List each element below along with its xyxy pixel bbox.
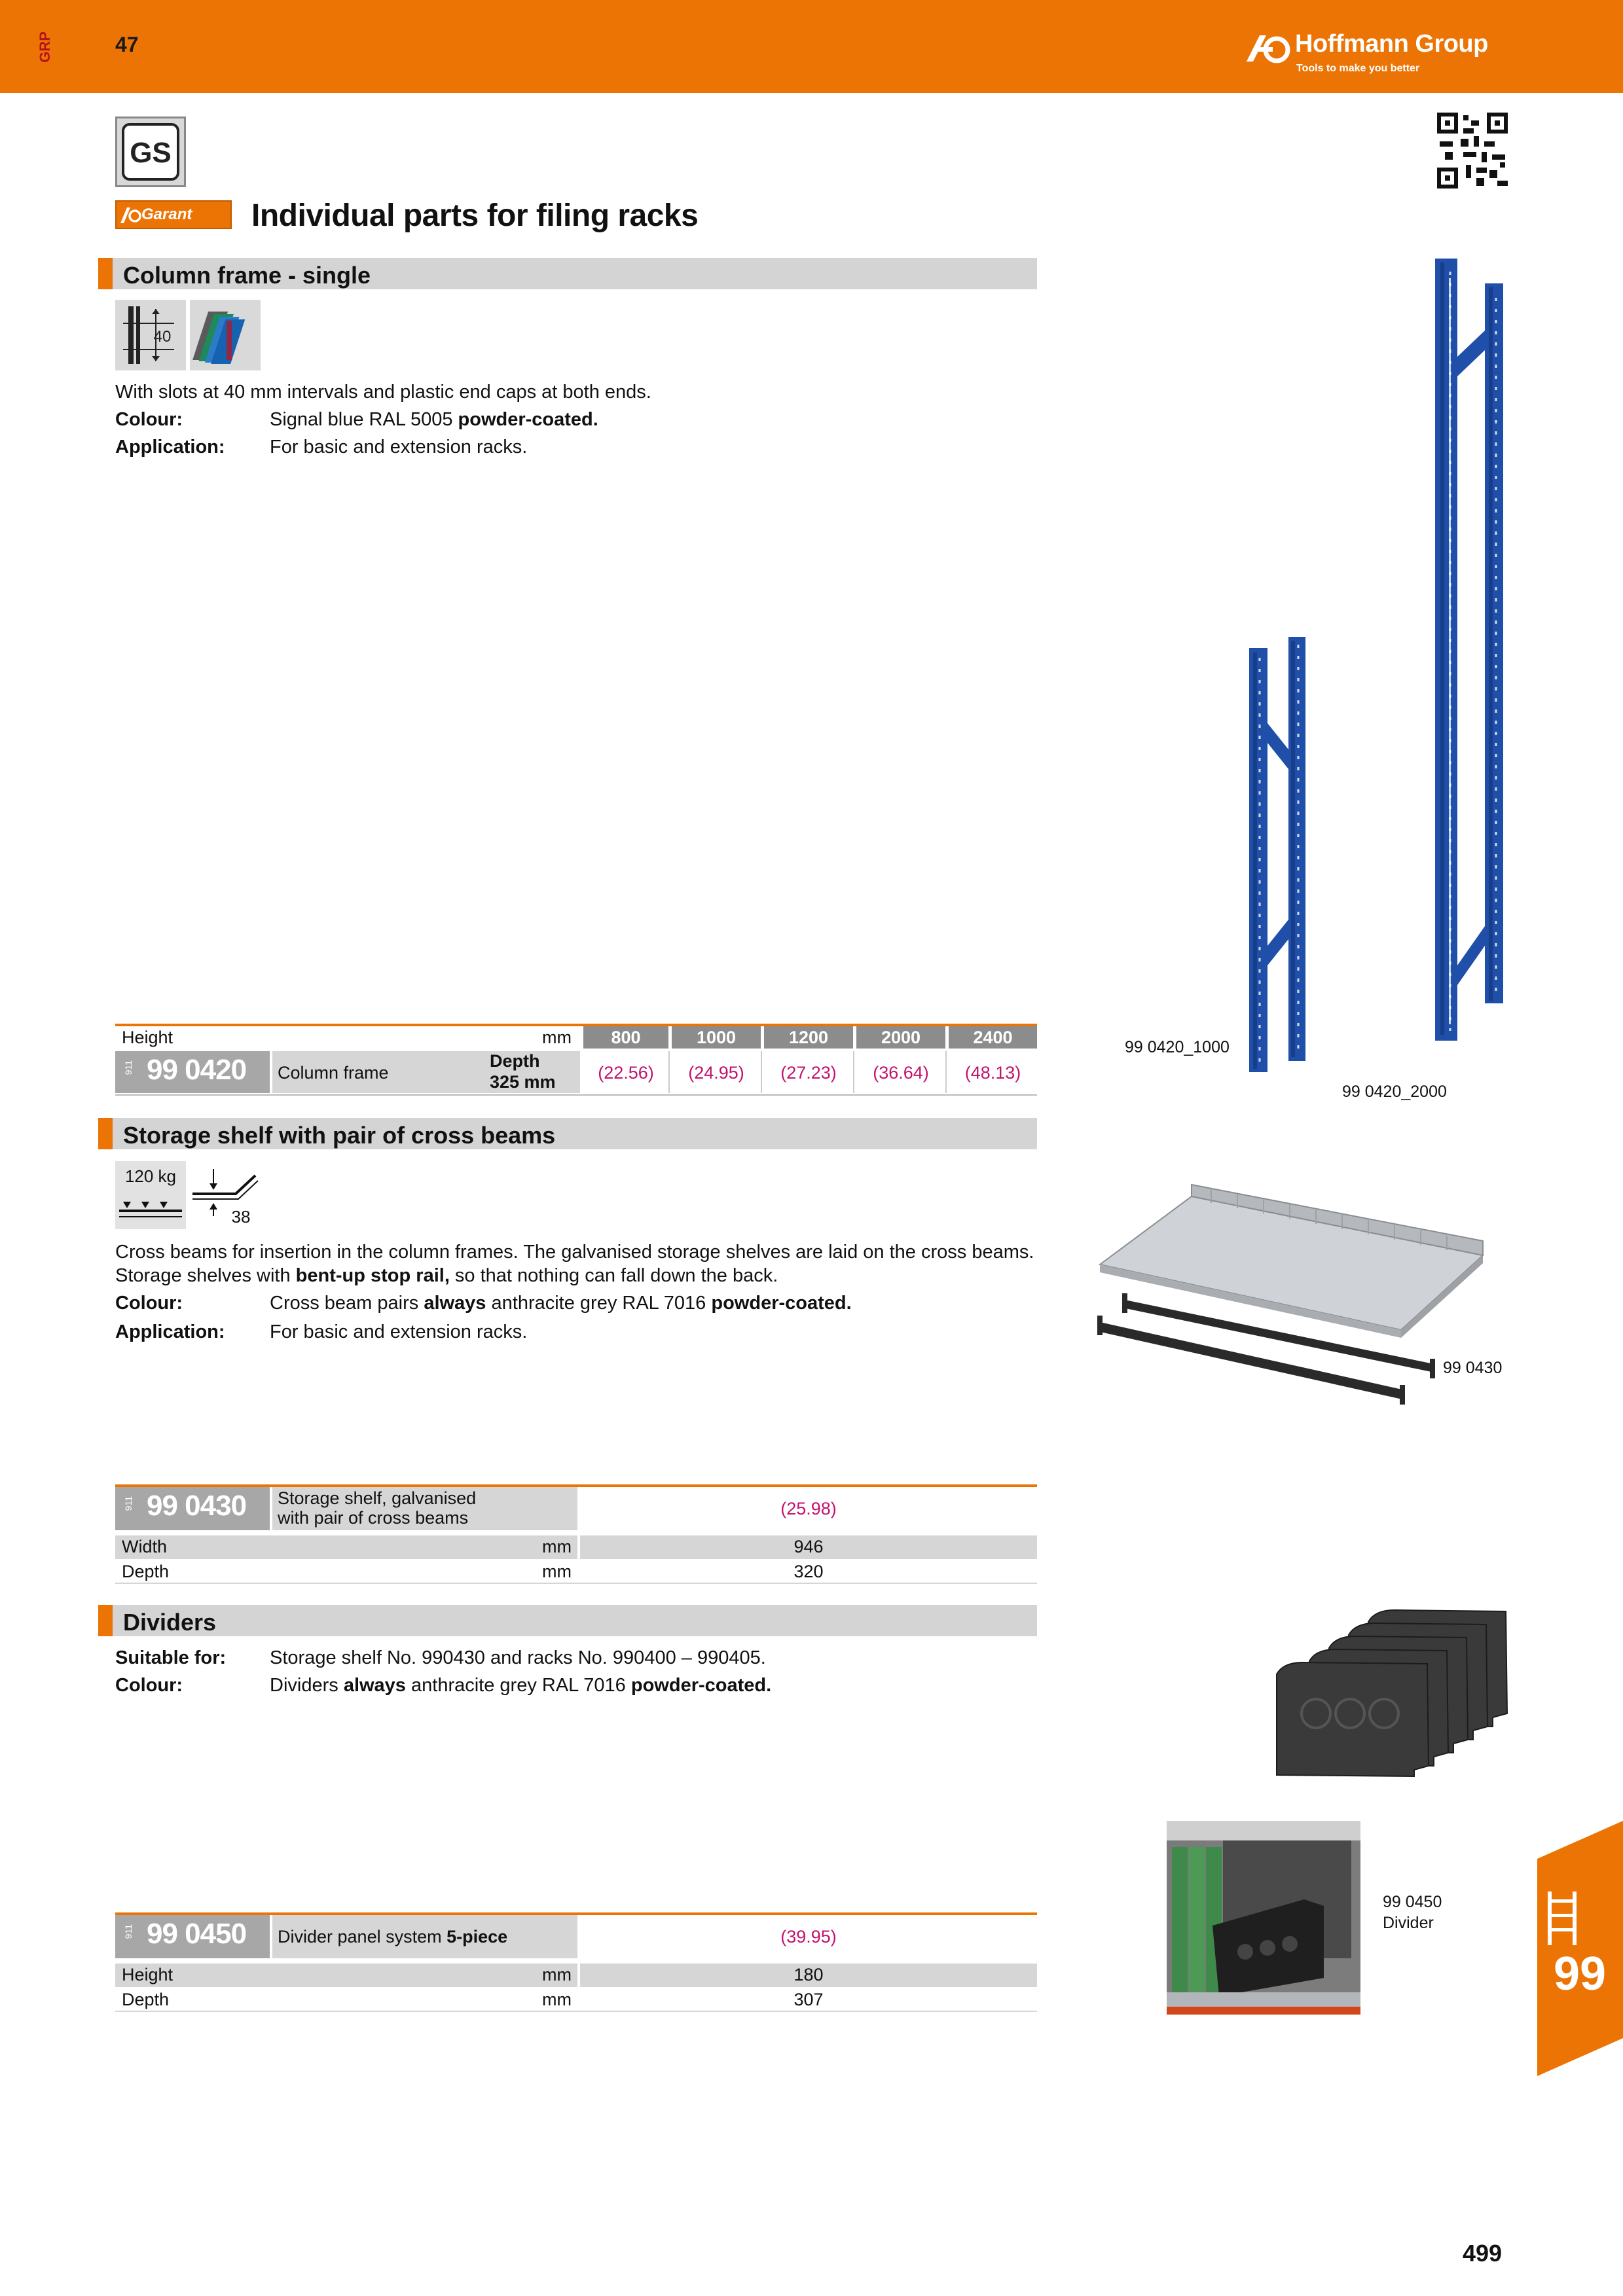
spec-value: 320 (793, 1562, 824, 1581)
brand-name: Hoffmann Group (1295, 30, 1488, 58)
article-number: 99 0450 (147, 1918, 247, 1950)
article-number-box[interactable]: 911 99 0430 (115, 1487, 270, 1530)
column-frame-illustration (1231, 252, 1519, 1083)
svg-text:GS: GS (130, 137, 172, 169)
slot-spacing-icon (115, 300, 186, 370)
brand-logo[interactable] (1244, 27, 1519, 80)
section-marker (98, 1605, 113, 1636)
spec-label: Depth (122, 1990, 170, 2009)
price-cell[interactable]: (27.23) (780, 1063, 837, 1083)
article-number-box[interactable]: 911 99 0450 (115, 1915, 270, 1958)
price-cell[interactable]: (48.13) (964, 1063, 1021, 1083)
spec-unit: mm (542, 1965, 572, 1984)
svg-text:99: 99 (1553, 1948, 1607, 2000)
height-column-header: 2000 (856, 1026, 945, 1049)
image-caption: 99 0450 (1383, 1893, 1442, 1911)
colour-value: Dividers always anthracite grey RAL 7016 powder-coated. (270, 1675, 772, 1696)
application-value: For basic and extension racks. (270, 437, 528, 457)
stop-rail-icon (190, 1161, 261, 1229)
article-number-box[interactable]: 911 99 0420 (115, 1051, 270, 1093)
section-heading-column-frame (98, 258, 1037, 289)
unit-label: mm (542, 1028, 572, 1047)
gs-certification-badge (115, 117, 186, 187)
gs-seal-icon (120, 122, 181, 182)
spec-unit: mm (542, 1990, 572, 2009)
chapter-number: 47 (115, 33, 139, 56)
height-label: Height (122, 1028, 173, 1047)
price-cell[interactable]: (25.98) (780, 1499, 837, 1518)
page-title: Individual parts for filing racks (251, 198, 699, 233)
image-caption: 99 0420_2000 (1342, 1083, 1447, 1101)
section-title: Column frame - single (123, 262, 371, 289)
spec-unit: mm (542, 1537, 572, 1556)
product-name: Column frame (278, 1063, 389, 1083)
height-column-header: 2400 (949, 1026, 1037, 1049)
load-capacity-icon (115, 1161, 186, 1229)
product-name: Divider panel system 5-piece (278, 1927, 508, 1946)
article-number: 99 0430 (147, 1490, 247, 1522)
garant-logo-icon (119, 206, 141, 224)
application-label: Application: (115, 1321, 225, 1342)
spec-value: 946 (793, 1537, 824, 1556)
divider-in-use-photo (1167, 1821, 1360, 2015)
colour-swatches-icon (190, 300, 261, 370)
product-name: with pair of cross beams (278, 1508, 469, 1528)
colour-value: Cross beam pairs always anthracite grey RAL 7016 powder-coated. (270, 1293, 852, 1314)
spec-label: Height (122, 1965, 173, 1984)
svg-text:40: 40 (153, 328, 172, 346)
svg-text:120 kg: 120 kg (124, 1166, 177, 1186)
application-label: Application: (115, 437, 225, 457)
article-number: 99 0420 (147, 1054, 247, 1086)
colour-label: Colour: (115, 1675, 183, 1696)
garant-brand-badge (115, 200, 232, 229)
depth-value: 325 mm (490, 1072, 556, 1092)
storage-shelf-illustration (1093, 1178, 1493, 1440)
spec-value: 180 (793, 1965, 824, 1984)
spec-label: Depth (122, 1562, 170, 1581)
brand-tagline: Tools to make you better (1296, 63, 1420, 74)
product-name: Storage shelf, galvanised (278, 1488, 477, 1508)
colour-label: Colour: (115, 409, 183, 430)
spec-label: Width (122, 1537, 168, 1556)
section-title: Storage shelf with pair of cross beams (123, 1122, 556, 1149)
garant-label: Garant (141, 206, 192, 223)
colour-label: Colour: (115, 1293, 183, 1314)
spec-unit: mm (542, 1562, 572, 1581)
section-marker (98, 1118, 113, 1149)
price-cell[interactable]: (39.95) (780, 1927, 837, 1946)
qr-code-icon[interactable] (1437, 113, 1508, 188)
section-marker (98, 258, 113, 289)
suitable-label: Suitable for: (115, 1647, 227, 1668)
application-value: For basic and extension racks. (270, 1321, 528, 1342)
spec-value: 307 (793, 1990, 824, 2009)
section-heading-storage-shelf (98, 1118, 1037, 1149)
hoffmann-logo-icon (1244, 31, 1294, 65)
price-cell[interactable]: (24.95) (688, 1063, 744, 1083)
suitable-value: Storage shelf No. 990430 and racks No. 990400 – 990405. (270, 1647, 766, 1668)
height-column-header: 1200 (764, 1026, 853, 1049)
page-number: 499 (1463, 2240, 1503, 2267)
image-caption: 99 0430 (1443, 1359, 1503, 1377)
depth-label: Depth (490, 1051, 540, 1071)
image-caption: Divider (1383, 1914, 1434, 1932)
storage-shelf-description: Cross beams for insertion in the column frames. The galvanised storage shelves are laid on the cross beams. (115, 1242, 1034, 1263)
column-frame-table (115, 1026, 1037, 1096)
divider-set-illustration (1270, 1609, 1512, 1779)
height-column-header: 1000 (672, 1026, 761, 1049)
colour-value: Signal blue RAL 5005 powder-coated. (270, 409, 598, 430)
price-cell[interactable]: (36.64) (873, 1063, 929, 1083)
dividers-table (115, 1915, 1037, 2013)
image-caption: 99 0420_1000 (1125, 1038, 1230, 1056)
storage-shelf-description: Storage shelves with bent-up stop rail, so that nothing can fall down the back. (115, 1265, 778, 1286)
section-title: Dividers (123, 1609, 217, 1636)
chapter-tab[interactable] (1537, 1821, 1623, 2076)
storage-shelf-table (115, 1487, 1037, 1585)
price-cell[interactable]: (22.56) (598, 1063, 654, 1083)
svg-text:38: 38 (231, 1207, 251, 1227)
column-frame-description: With slots at 40 mm intervals and plastic end caps at both ends. (115, 382, 651, 403)
section-heading-dividers (98, 1605, 1037, 1636)
height-column-header: 800 (583, 1026, 668, 1049)
side-code: GRP (37, 31, 53, 63)
